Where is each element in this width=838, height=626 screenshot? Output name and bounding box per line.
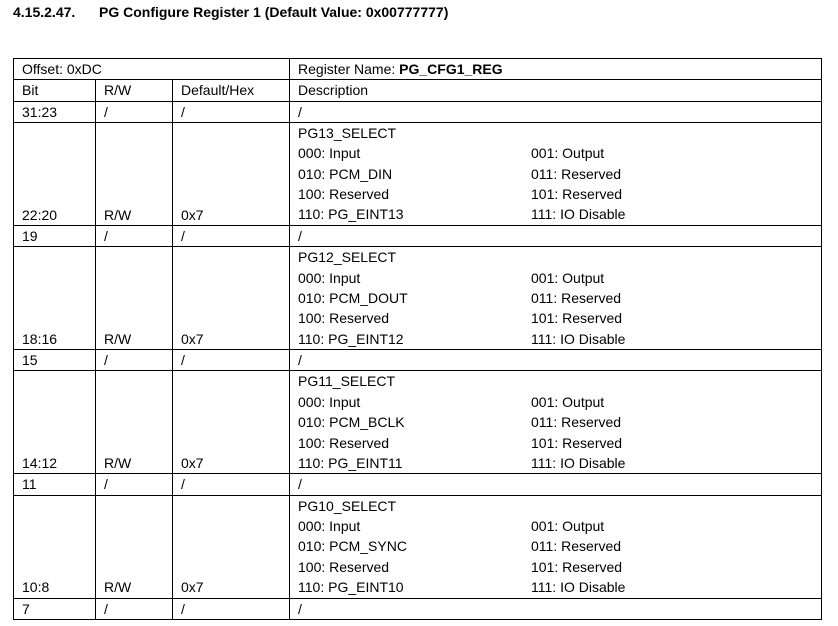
cell-description: / xyxy=(290,598,822,619)
cell-def: / xyxy=(173,225,290,246)
cell-description: / xyxy=(290,350,822,371)
cell-rw: R/W xyxy=(96,371,173,474)
option-right: 011: Reserved xyxy=(531,538,622,555)
field-name: PG11_SELECT xyxy=(298,373,396,390)
cell-description: / xyxy=(290,474,822,495)
cell-description: / xyxy=(290,101,822,122)
table-row xyxy=(14,247,822,350)
option-pair xyxy=(298,453,821,473)
field-name: PG10_SELECT xyxy=(298,497,397,514)
option-left: 000: Input xyxy=(298,393,361,410)
cell-rw: / xyxy=(96,225,173,246)
cell-rw: R/W xyxy=(96,495,173,598)
col-header-description: Description xyxy=(290,80,822,101)
section-title: PG Configure Register 1 (Default Value: 0x00777777) xyxy=(99,4,449,20)
option-left: 100: Reserved xyxy=(298,434,390,451)
cell-def: / xyxy=(173,598,290,619)
option-left: 000: Input xyxy=(298,269,361,286)
option-right: 111: IO Disable xyxy=(531,330,626,347)
option-right: 011: Reserved xyxy=(531,289,622,306)
cell-bit: 22:20 xyxy=(14,122,96,225)
option-left: 110: PG_EINT11 xyxy=(298,454,403,471)
option-right: 011: Reserved xyxy=(531,165,622,182)
option-pair xyxy=(298,184,821,204)
option-pair xyxy=(298,164,821,184)
cell-def: 0x7 xyxy=(173,495,290,598)
table-row xyxy=(14,371,822,474)
cell-description xyxy=(290,247,822,350)
cell-description: / xyxy=(290,225,822,246)
field-name: PG12_SELECT xyxy=(298,249,397,266)
cell-def: / xyxy=(173,350,290,371)
table-row xyxy=(14,474,822,495)
option-left: 100: Reserved xyxy=(298,310,390,327)
cell-bit: 7 xyxy=(14,598,96,619)
cell-rw: R/W xyxy=(96,122,173,225)
cell-rw: / xyxy=(96,350,173,371)
register-name-label: Register Name: xyxy=(298,61,400,77)
table-row xyxy=(14,101,822,122)
option-right: 001: Output xyxy=(531,393,605,410)
cell-bit: 11 xyxy=(14,474,96,495)
register-name-cell xyxy=(290,59,822,80)
section-number: 4.15.2.47. xyxy=(13,4,76,20)
field-name: PG13_SELECT xyxy=(298,124,397,141)
option-left: 100: Reserved xyxy=(298,186,390,203)
cell-rw: / xyxy=(96,474,173,495)
option-left: 000: Input xyxy=(298,145,361,162)
option-pair xyxy=(298,204,821,224)
option-pair xyxy=(298,329,821,349)
option-pair xyxy=(298,392,821,412)
cell-rw: / xyxy=(96,101,173,122)
cell-description xyxy=(290,122,822,225)
option-pair xyxy=(298,308,821,328)
option-right: 001: Output xyxy=(531,145,605,162)
cell-bit: 18:16 xyxy=(14,247,96,350)
cell-bit: 15 xyxy=(14,350,96,371)
option-right: 101: Reserved xyxy=(531,434,623,451)
register-table xyxy=(13,58,822,620)
cell-bit: 31:23 xyxy=(14,101,96,122)
option-right: 111: IO Disable xyxy=(531,206,626,223)
table-row xyxy=(14,598,822,619)
option-pair xyxy=(298,433,821,453)
option-pair xyxy=(298,536,821,556)
option-left: 000: Input xyxy=(298,518,361,535)
column-header-row xyxy=(14,80,822,101)
col-header-bit: Bit xyxy=(14,80,96,101)
option-right: 101: Reserved xyxy=(531,310,623,327)
option-right: 001: Output xyxy=(531,269,605,286)
cell-rw: / xyxy=(96,598,173,619)
cell-rw: R/W xyxy=(96,247,173,350)
option-left: 010: PCM_BCLK xyxy=(298,414,405,431)
option-left: 010: PCM_SYNC xyxy=(298,538,407,555)
cell-bit: 10:8 xyxy=(14,495,96,598)
table-row xyxy=(14,122,822,225)
cell-description xyxy=(290,495,822,598)
option-left: 010: PCM_DOUT xyxy=(298,289,408,306)
option-pair xyxy=(298,288,821,308)
table-row xyxy=(14,350,822,371)
cell-def: / xyxy=(173,474,290,495)
option-left: 100: Reserved xyxy=(298,558,390,575)
option-right: 111: IO Disable xyxy=(531,579,626,596)
table-row xyxy=(14,225,822,246)
option-right: 101: Reserved xyxy=(531,558,623,575)
option-pair xyxy=(298,412,821,432)
register-info-row xyxy=(14,59,822,80)
option-pair xyxy=(298,516,821,536)
option-pair xyxy=(298,577,821,597)
table-row xyxy=(14,495,822,598)
cell-description xyxy=(290,371,822,474)
col-header-rw: R/W xyxy=(96,80,173,101)
option-right: 111: IO Disable xyxy=(531,454,626,471)
option-left: 110: PG_EINT12 xyxy=(298,330,404,347)
register-name: PG_CFG1_REG xyxy=(399,61,503,77)
offset-cell: Offset: 0xDC xyxy=(14,59,290,80)
section-heading xyxy=(13,4,448,20)
option-left: 110: PG_EINT10 xyxy=(298,579,404,596)
cell-def: / xyxy=(173,101,290,122)
option-left: 110: PG_EINT13 xyxy=(298,206,404,223)
option-right: 011: Reserved xyxy=(531,414,622,431)
col-header-default: Default/Hex xyxy=(173,80,290,101)
option-right: 101: Reserved xyxy=(531,186,623,203)
cell-def: 0x7 xyxy=(173,247,290,350)
option-pair xyxy=(298,143,821,163)
cell-bit: 14:12 xyxy=(14,371,96,474)
cell-def: 0x7 xyxy=(173,371,290,474)
option-right: 001: Output xyxy=(531,518,605,535)
cell-bit: 19 xyxy=(14,225,96,246)
option-left: 010: PCM_DIN xyxy=(298,165,393,182)
option-pair xyxy=(298,268,821,288)
cell-def: 0x7 xyxy=(173,122,290,225)
option-pair xyxy=(298,557,821,577)
